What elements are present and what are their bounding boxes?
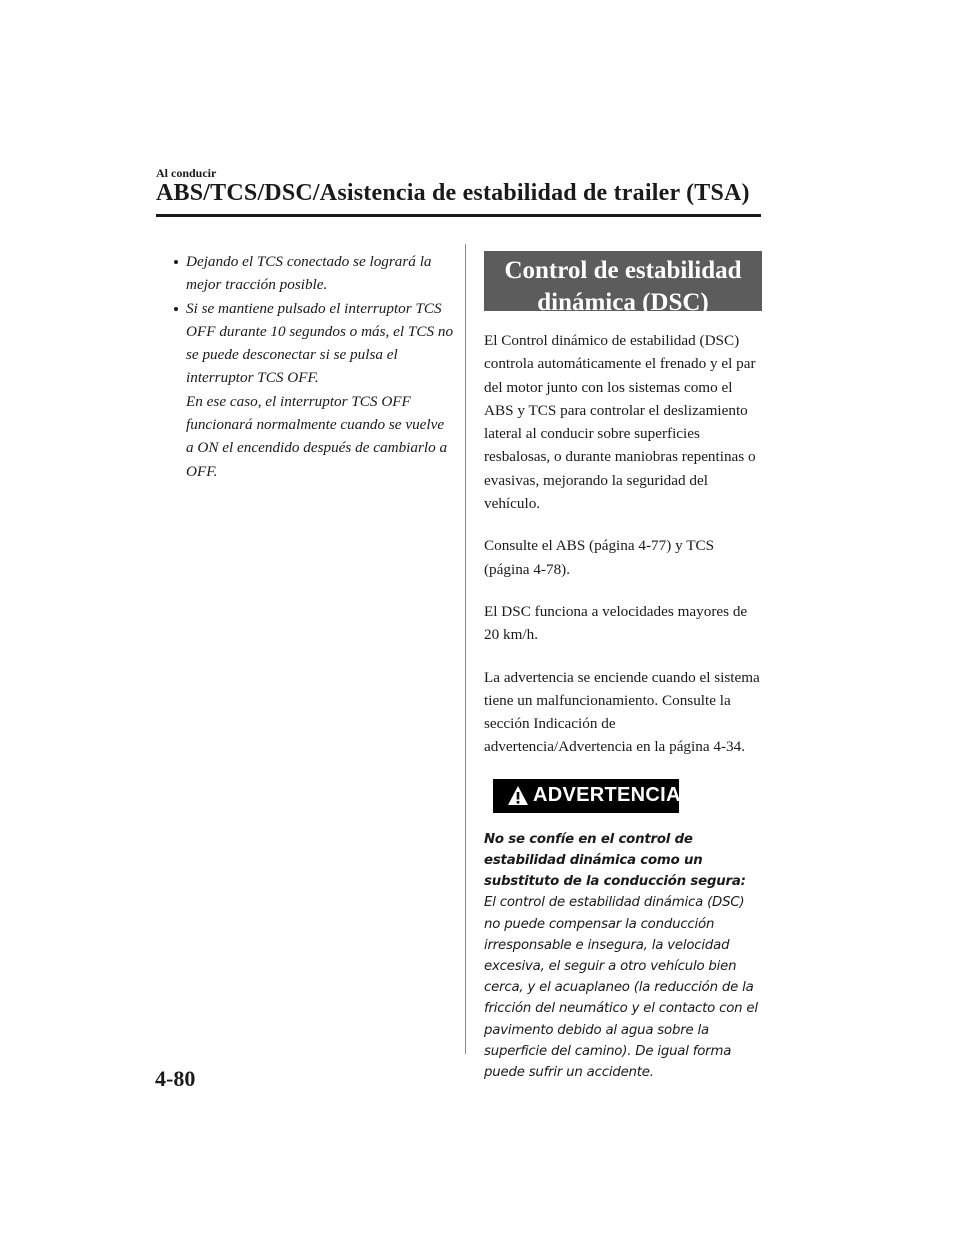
warning-body: El control de estabilidad dinámica (DSC) no puede compensar la conducción irresponsable e insegura, la velocidad excesiva, el seguir a otro vehículo bien cerca, y el acuaplaneo (la reducción de la fricción del neumático y el contacto con el pavimento debido al agua sobre la superficie del camino). De igual forma puede sufrir un accidente. [484,895,758,1080]
page-number: 4-80 [155,1066,196,1091]
bullet-text: Si se mantiene pulsado el interruptor TCS OFF durante 10 segundos o más, el TCS no se puede desconectar si se pulsa el interruptor TCS OFF. [186,299,454,387]
paragraph: La advertencia se enciende cuando el sistema tiene un malfuncionamiento. Consulte la sección Indicación de advertencia/Advertencia en la página 4-34. [484,668,760,756]
paragraph: El DSC funciona a velocidades mayores de 20 km/h. [484,602,748,644]
page-title: ABS/TCS/DSC/Asistencia de estabilidad de trailer (TSA) [156,180,750,206]
warning-triangle-icon [507,785,529,806]
left-column [174,250,454,483]
section-label: Al conducir [156,166,217,180]
header-rule [156,214,761,217]
warning-text [484,829,762,1083]
column-divider [465,244,466,1054]
bullet-text: En ese caso, el interruptor TCS OFF funcionará normalmente cuando se vuelve a ON el encendido después de cambiarlo a OFF. [186,392,448,480]
bullet-item [174,250,454,297]
bullet-dot-icon [174,307,178,311]
warning-label: ADVERTENCIA [533,783,681,806]
warning-badge [493,779,679,813]
paragraph: El Control dinámico de estabilidad (DSC) controla automáticamente el frenado y el par del motor junto con los sistemas como el ABS y TCS para controlar el deslizamiento lateral al conducir sobre superficies resbalosas, o durante maniobras repentinas o evasivas, mejorando la seguridad del vehículo. [484,332,756,513]
warning-heading: No se confíe en el control de estabilidad dinámica como un substituto de la conducción segura: [484,831,746,890]
bullet-text: Dejando el TCS conectado se logrará la mejor tracción posible. [186,253,432,294]
section-heading-box: Control de estabilidad dinámica (DSC) [484,251,762,311]
bullet-dot-icon [174,260,178,264]
right-column [484,251,762,1083]
paragraph: Consulte el ABS (página 4-77) y TCS (página 4-78). [484,537,715,578]
bullet-item [174,297,454,483]
